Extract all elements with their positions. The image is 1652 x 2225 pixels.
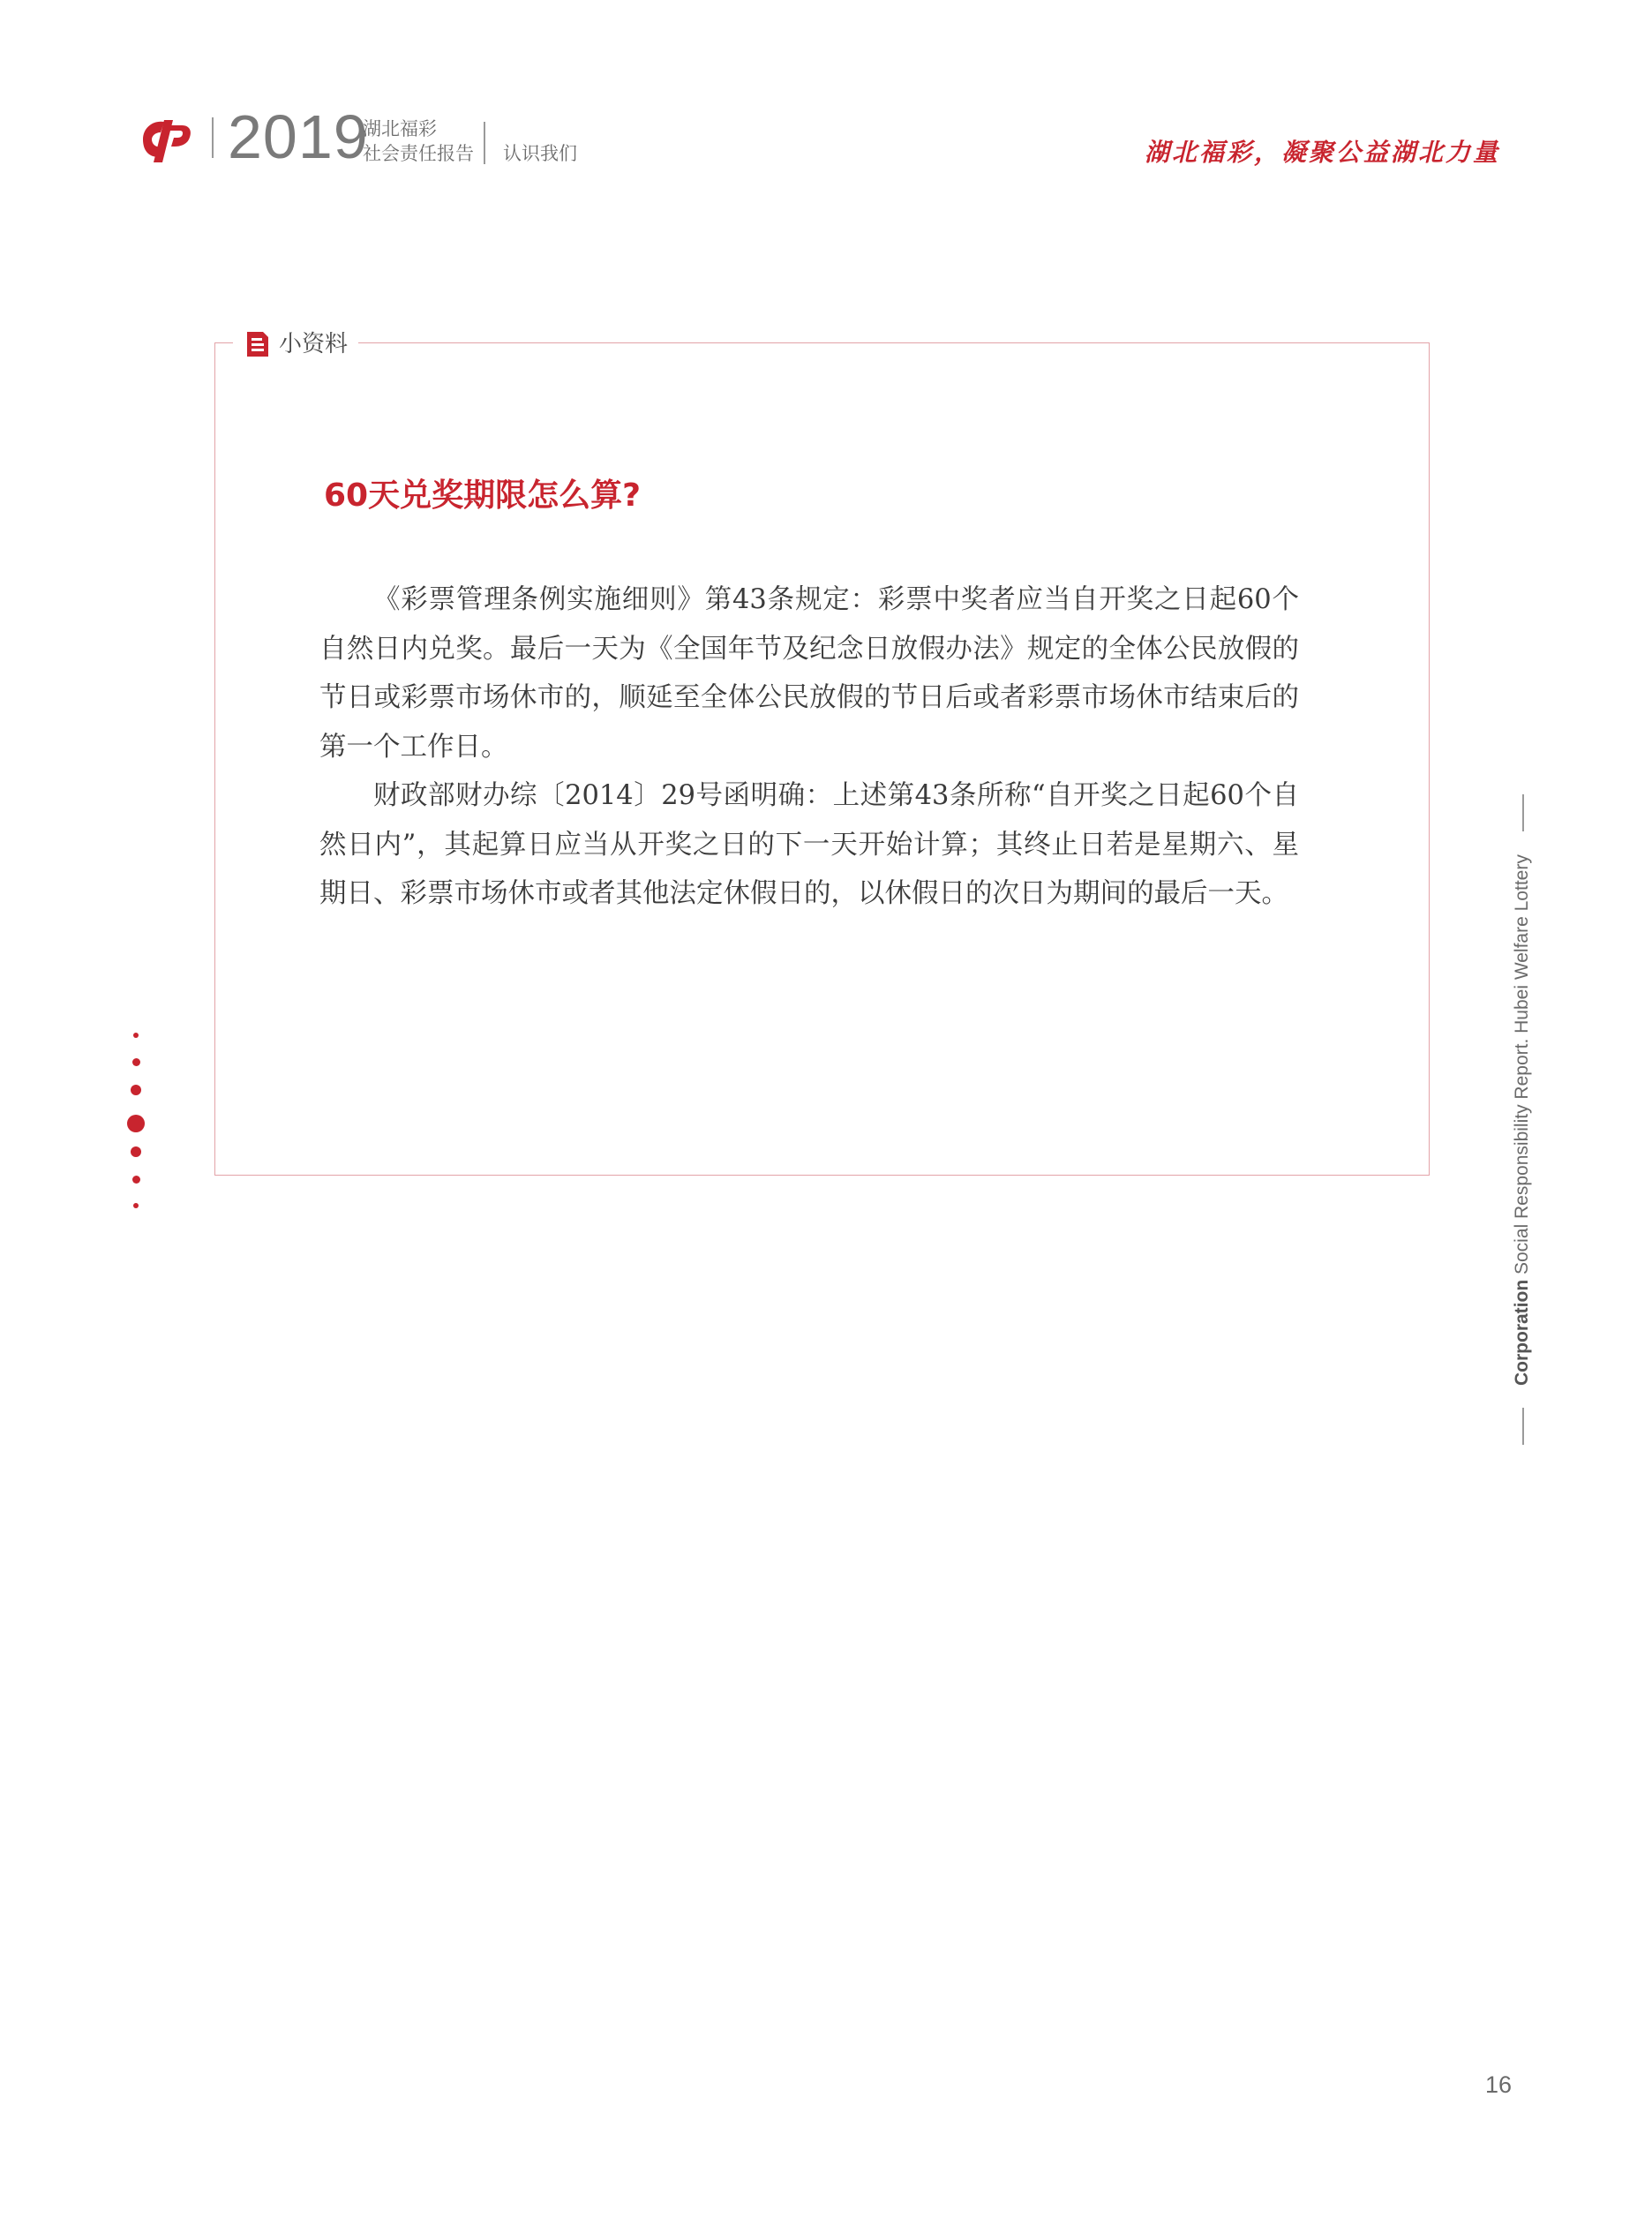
page-header — [0, 0, 1652, 194]
side-caption-bold: Corporation — [1512, 1279, 1532, 1386]
info-box-label-text: 小资料 — [279, 331, 349, 357]
side-divider — [1522, 794, 1524, 831]
document-icon — [245, 330, 270, 358]
indicator-dot — [133, 1203, 139, 1208]
header-divider — [484, 122, 485, 164]
indicator-dot — [131, 1146, 141, 1157]
indicator-dot — [133, 1033, 139, 1038]
section-title: 认识我们 — [503, 143, 577, 164]
info-paragraph: 财政部财办综〔2014〕29号函明确：上述第43条所称“自开奖之日起60个自然日内”，其起算日应当从开奖之日的下一天开始计算；其终止日若是星期六、星期日、彩票市场休市或者其他法定休假日的，以休假日的次日为期间的最后一天。 — [319, 780, 1299, 909]
indicator-dot — [132, 1058, 140, 1066]
header-slogan: 湖北福彩，凝聚公益湖北力量 — [1144, 138, 1500, 167]
indicator-dot — [131, 1085, 141, 1095]
report-name-line2: 社会责任报告 — [363, 143, 474, 164]
page-number: 16 — [1485, 2071, 1513, 2098]
side-caption-rest: Social Responsibility Report. Hubei Welfare Lottery — [1512, 854, 1532, 1280]
report-name-line1: 湖北福彩 — [363, 118, 437, 139]
report-year: 2019 — [228, 102, 369, 171]
info-box-label — [233, 327, 358, 362]
header-divider — [212, 117, 214, 158]
page-indicator-dots — [125, 1024, 146, 1218]
info-paragraph: 《彩票管理条例实施细则》第43条规定：彩票中奖者应当自开奖之日起60个自然日内兑奖。最后一天为《全国年节及纪念日放假办法》规定的全体公民放假的节日或彩票市场休市的，顺延至全体公民放假的节日后或者彩票市场休市结束后的第一个工作日。 — [319, 584, 1299, 763]
side-divider — [1522, 1408, 1524, 1445]
welfare-lottery-logo-icon — [138, 113, 192, 164]
indicator-dot-active — [127, 1115, 145, 1132]
info-box-title: 60天兑奖期限怎么算? — [324, 477, 641, 514]
indicator-dot — [132, 1176, 140, 1184]
